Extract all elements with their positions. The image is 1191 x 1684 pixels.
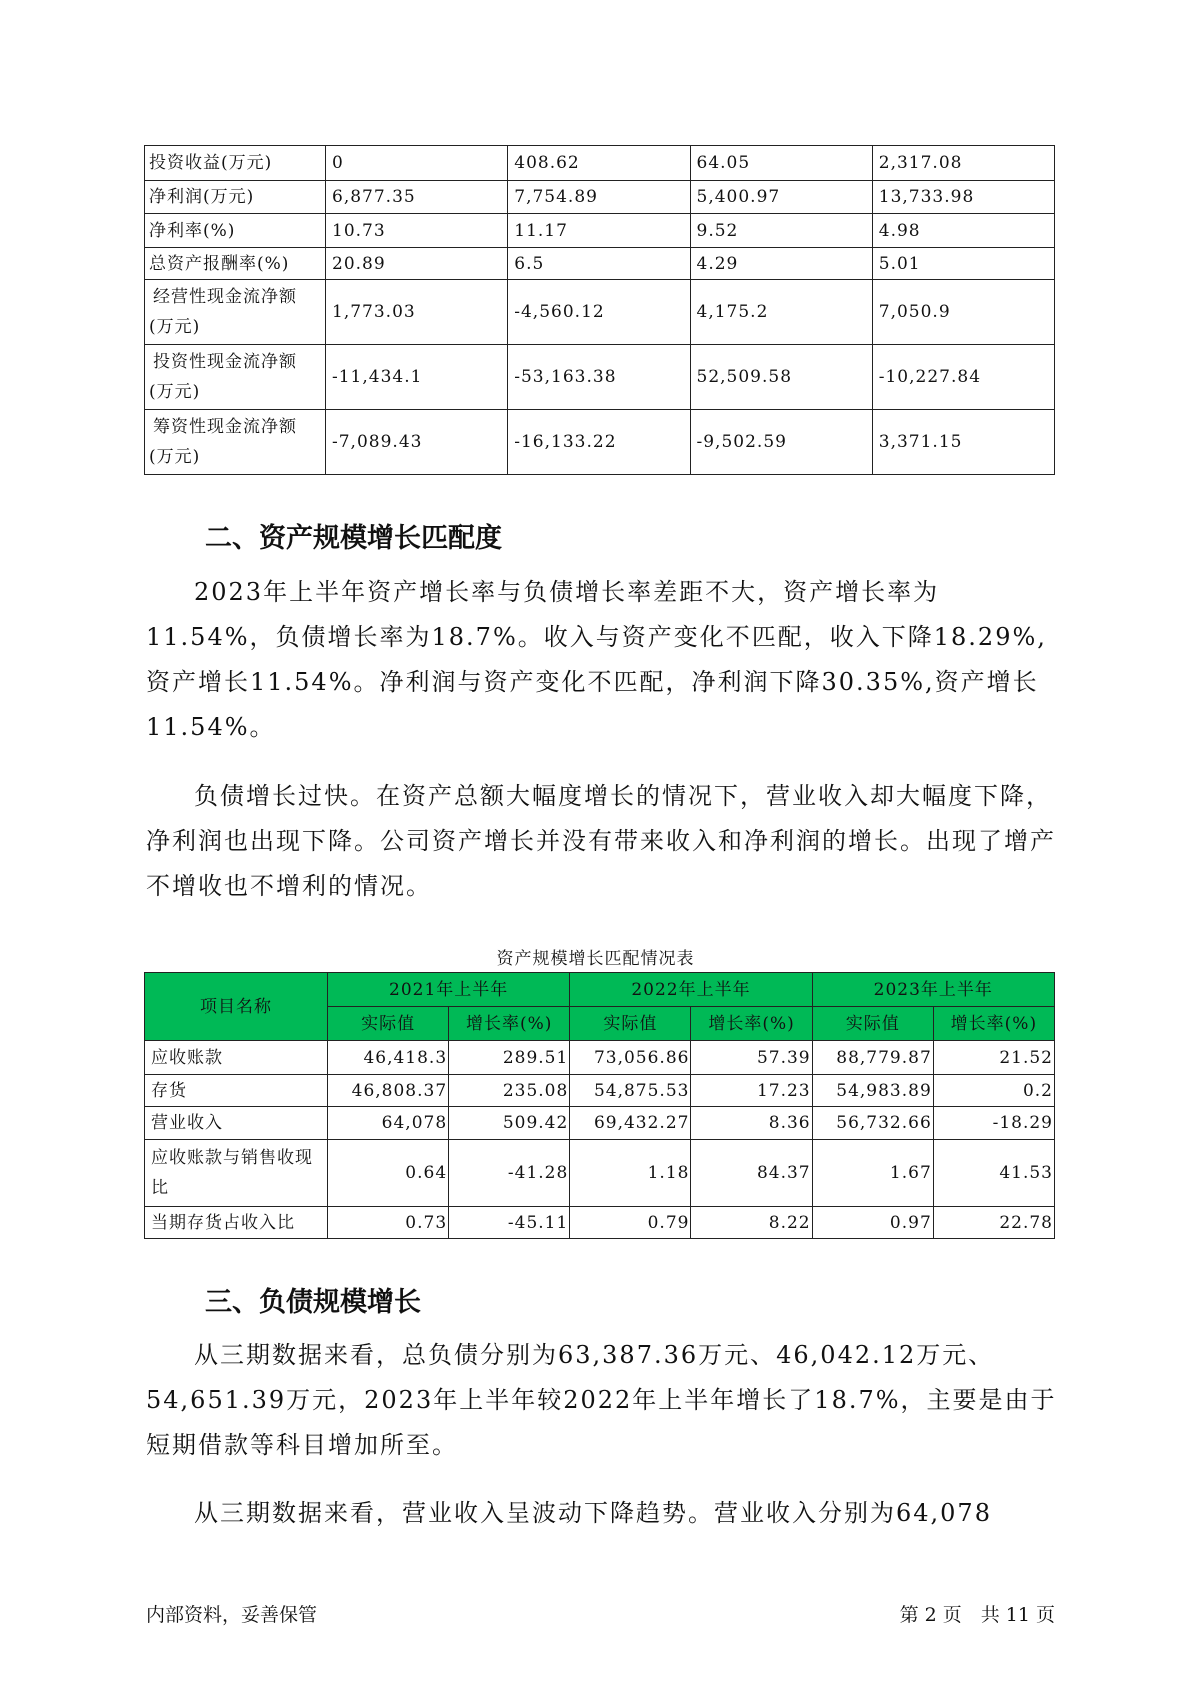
cell-value: 1,773.03 xyxy=(326,280,508,345)
cell-value: 2,317.08 xyxy=(872,146,1054,181)
header-sub: 实际值 xyxy=(570,1007,691,1041)
table-caption: 资产规模增长匹配情况表 xyxy=(496,949,695,969)
cell-value: 17.23 xyxy=(691,1075,812,1107)
asset-growth-table xyxy=(144,972,1055,1239)
table-row xyxy=(145,1140,1055,1207)
cell-value: 84.37 xyxy=(691,1140,812,1207)
cell-value: 509.42 xyxy=(449,1107,570,1140)
cell-value: 10.73 xyxy=(326,214,508,248)
row-label: 总资产报酬率(%) xyxy=(145,248,326,280)
financial-table xyxy=(144,145,1055,475)
cell-value: 22.78 xyxy=(933,1207,1054,1239)
cell-value: -11,434.1 xyxy=(326,345,508,410)
cell-value: 408.62 xyxy=(508,146,690,181)
row-label: 经营性现金流净额(万元) xyxy=(145,280,326,345)
cell-value: 64.05 xyxy=(690,146,872,181)
cell-value: -4,560.12 xyxy=(508,280,690,345)
page-number: 第 2 页 共 11 页 xyxy=(899,1604,1055,1626)
cell-value: 6,877.35 xyxy=(326,181,508,214)
cell-value: 46,808.37 xyxy=(328,1075,449,1107)
table-row xyxy=(145,410,1055,475)
table-row xyxy=(145,1041,1055,1075)
header-name: 项目名称 xyxy=(145,973,328,1041)
row-label: 投资性现金流净额(万元) xyxy=(145,345,326,410)
header-period: 2021年上半年 xyxy=(328,973,570,1007)
cell-value: -18.29 xyxy=(933,1107,1054,1140)
cell-value: 46,418.3 xyxy=(328,1041,449,1075)
cell-value: 5.01 xyxy=(872,248,1054,280)
row-label: 净利润(万元) xyxy=(145,181,326,214)
table-row xyxy=(145,280,1055,345)
cell-value: 1.18 xyxy=(570,1140,691,1207)
cell-value: 11.17 xyxy=(508,214,690,248)
cell-value: -9,502.59 xyxy=(690,410,872,475)
header-sub: 实际值 xyxy=(328,1007,449,1041)
table-row xyxy=(145,1207,1055,1239)
row-label: 净利率(%) xyxy=(145,214,326,248)
cell-value: 41.53 xyxy=(933,1140,1054,1207)
row-label: 存货 xyxy=(145,1075,328,1107)
cell-value: 54,983.89 xyxy=(812,1075,933,1107)
section-heading: 三、负债规模增长 xyxy=(205,1287,421,1318)
cell-value: 54,875.53 xyxy=(570,1075,691,1107)
row-label: 应收账款 xyxy=(145,1041,328,1075)
cell-value: 52,509.58 xyxy=(690,345,872,410)
cell-value: 6.5 xyxy=(508,248,690,280)
table-row xyxy=(145,1107,1055,1140)
header-sub: 增长率(%) xyxy=(933,1007,1054,1041)
row-label: 筹资性现金流净额(万元) xyxy=(145,410,326,475)
cell-value: 56,732.66 xyxy=(812,1107,933,1140)
cell-value: 235.08 xyxy=(449,1075,570,1107)
cell-value: -41.28 xyxy=(449,1140,570,1207)
paragraph: 从三期数据来看，总负债分别为63,387.36万元、46,042.12万元、54,651.39万元，2023年上半年较2022年上半年增长了18.7%，主要是由于短期借款等科目增加所至。 xyxy=(146,1341,1057,1459)
row-label: 应收账款与销售收现比 xyxy=(145,1140,328,1207)
cell-value: 4.29 xyxy=(690,248,872,280)
cell-value: 289.51 xyxy=(449,1041,570,1075)
cell-value: 0.64 xyxy=(328,1140,449,1207)
cell-value: 20.89 xyxy=(326,248,508,280)
cell-value: -45.11 xyxy=(449,1207,570,1239)
cell-value: 69,432.27 xyxy=(570,1107,691,1140)
header-sub: 增长率(%) xyxy=(691,1007,812,1041)
cell-value: 4,175.2 xyxy=(690,280,872,345)
cell-value: -16,133.22 xyxy=(508,410,690,475)
header-period: 2022年上半年 xyxy=(570,973,812,1007)
cell-value: 64,078 xyxy=(328,1107,449,1140)
cell-value: 4.98 xyxy=(872,214,1054,248)
table-row xyxy=(145,345,1055,410)
cell-value: 1.67 xyxy=(812,1140,933,1207)
cell-value: -10,227.84 xyxy=(872,345,1054,410)
cell-value: 8.36 xyxy=(691,1107,812,1140)
cell-value: 8.22 xyxy=(691,1207,812,1239)
table-row xyxy=(145,1075,1055,1107)
cell-value: 9.52 xyxy=(690,214,872,248)
cell-value: 7,754.89 xyxy=(508,181,690,214)
header-sub: 实际值 xyxy=(812,1007,933,1041)
cell-value: 0.79 xyxy=(570,1207,691,1239)
cell-value: 73,056.86 xyxy=(570,1041,691,1075)
table-row xyxy=(145,146,1055,181)
paragraph: 2023年上半年资产增长率与负债增长率差距不大，资产增长率为11.54%，负债增长率为18.7%。收入与资产变化不匹配，收入下降18.29%,资产增长11.54%。净利润与资产变化不匹配，净利润下降30.35%,资产增长11.54%。 xyxy=(146,578,1047,741)
table-row xyxy=(145,248,1055,280)
table-row xyxy=(145,181,1055,214)
cell-value: 0.2 xyxy=(933,1075,1054,1107)
row-label: 当期存货占收入比 xyxy=(145,1207,328,1239)
cell-value: 0.97 xyxy=(812,1207,933,1239)
footer-note: 内部资料，妥善保管 xyxy=(146,1604,318,1626)
header-period: 2023年上半年 xyxy=(812,973,1054,1007)
cell-value: 57.39 xyxy=(691,1041,812,1075)
cell-value: 13,733.98 xyxy=(872,181,1054,214)
cell-value: 88,779.87 xyxy=(812,1041,933,1075)
cell-value: 5,400.97 xyxy=(690,181,872,214)
cell-value: -53,163.38 xyxy=(508,345,690,410)
cell-value: 21.52 xyxy=(933,1041,1054,1075)
cell-value: 7,050.9 xyxy=(872,280,1054,345)
cell-value: -7,089.43 xyxy=(326,410,508,475)
cell-value: 3,371.15 xyxy=(872,410,1054,475)
paragraph: 从三期数据来看，营业收入呈波动下降趋势。营业收入分别为64,078 xyxy=(194,1499,992,1527)
cell-value: 0 xyxy=(326,146,508,181)
row-label: 投资收益(万元) xyxy=(145,146,326,181)
row-label: 营业收入 xyxy=(145,1107,328,1140)
header-sub: 增长率(%) xyxy=(449,1007,570,1041)
section-heading: 二、资产规模增长匹配度 xyxy=(205,523,502,554)
paragraph: 负债增长过快。在资产总额大幅度增长的情况下，营业收入却大幅度下降，净利润也出现下降。公司资产增长并没有带来收入和净利润的增长。出现了增产不增收也不增利的情况。 xyxy=(146,782,1056,900)
cell-value: 0.73 xyxy=(328,1207,449,1239)
table-row xyxy=(145,214,1055,248)
